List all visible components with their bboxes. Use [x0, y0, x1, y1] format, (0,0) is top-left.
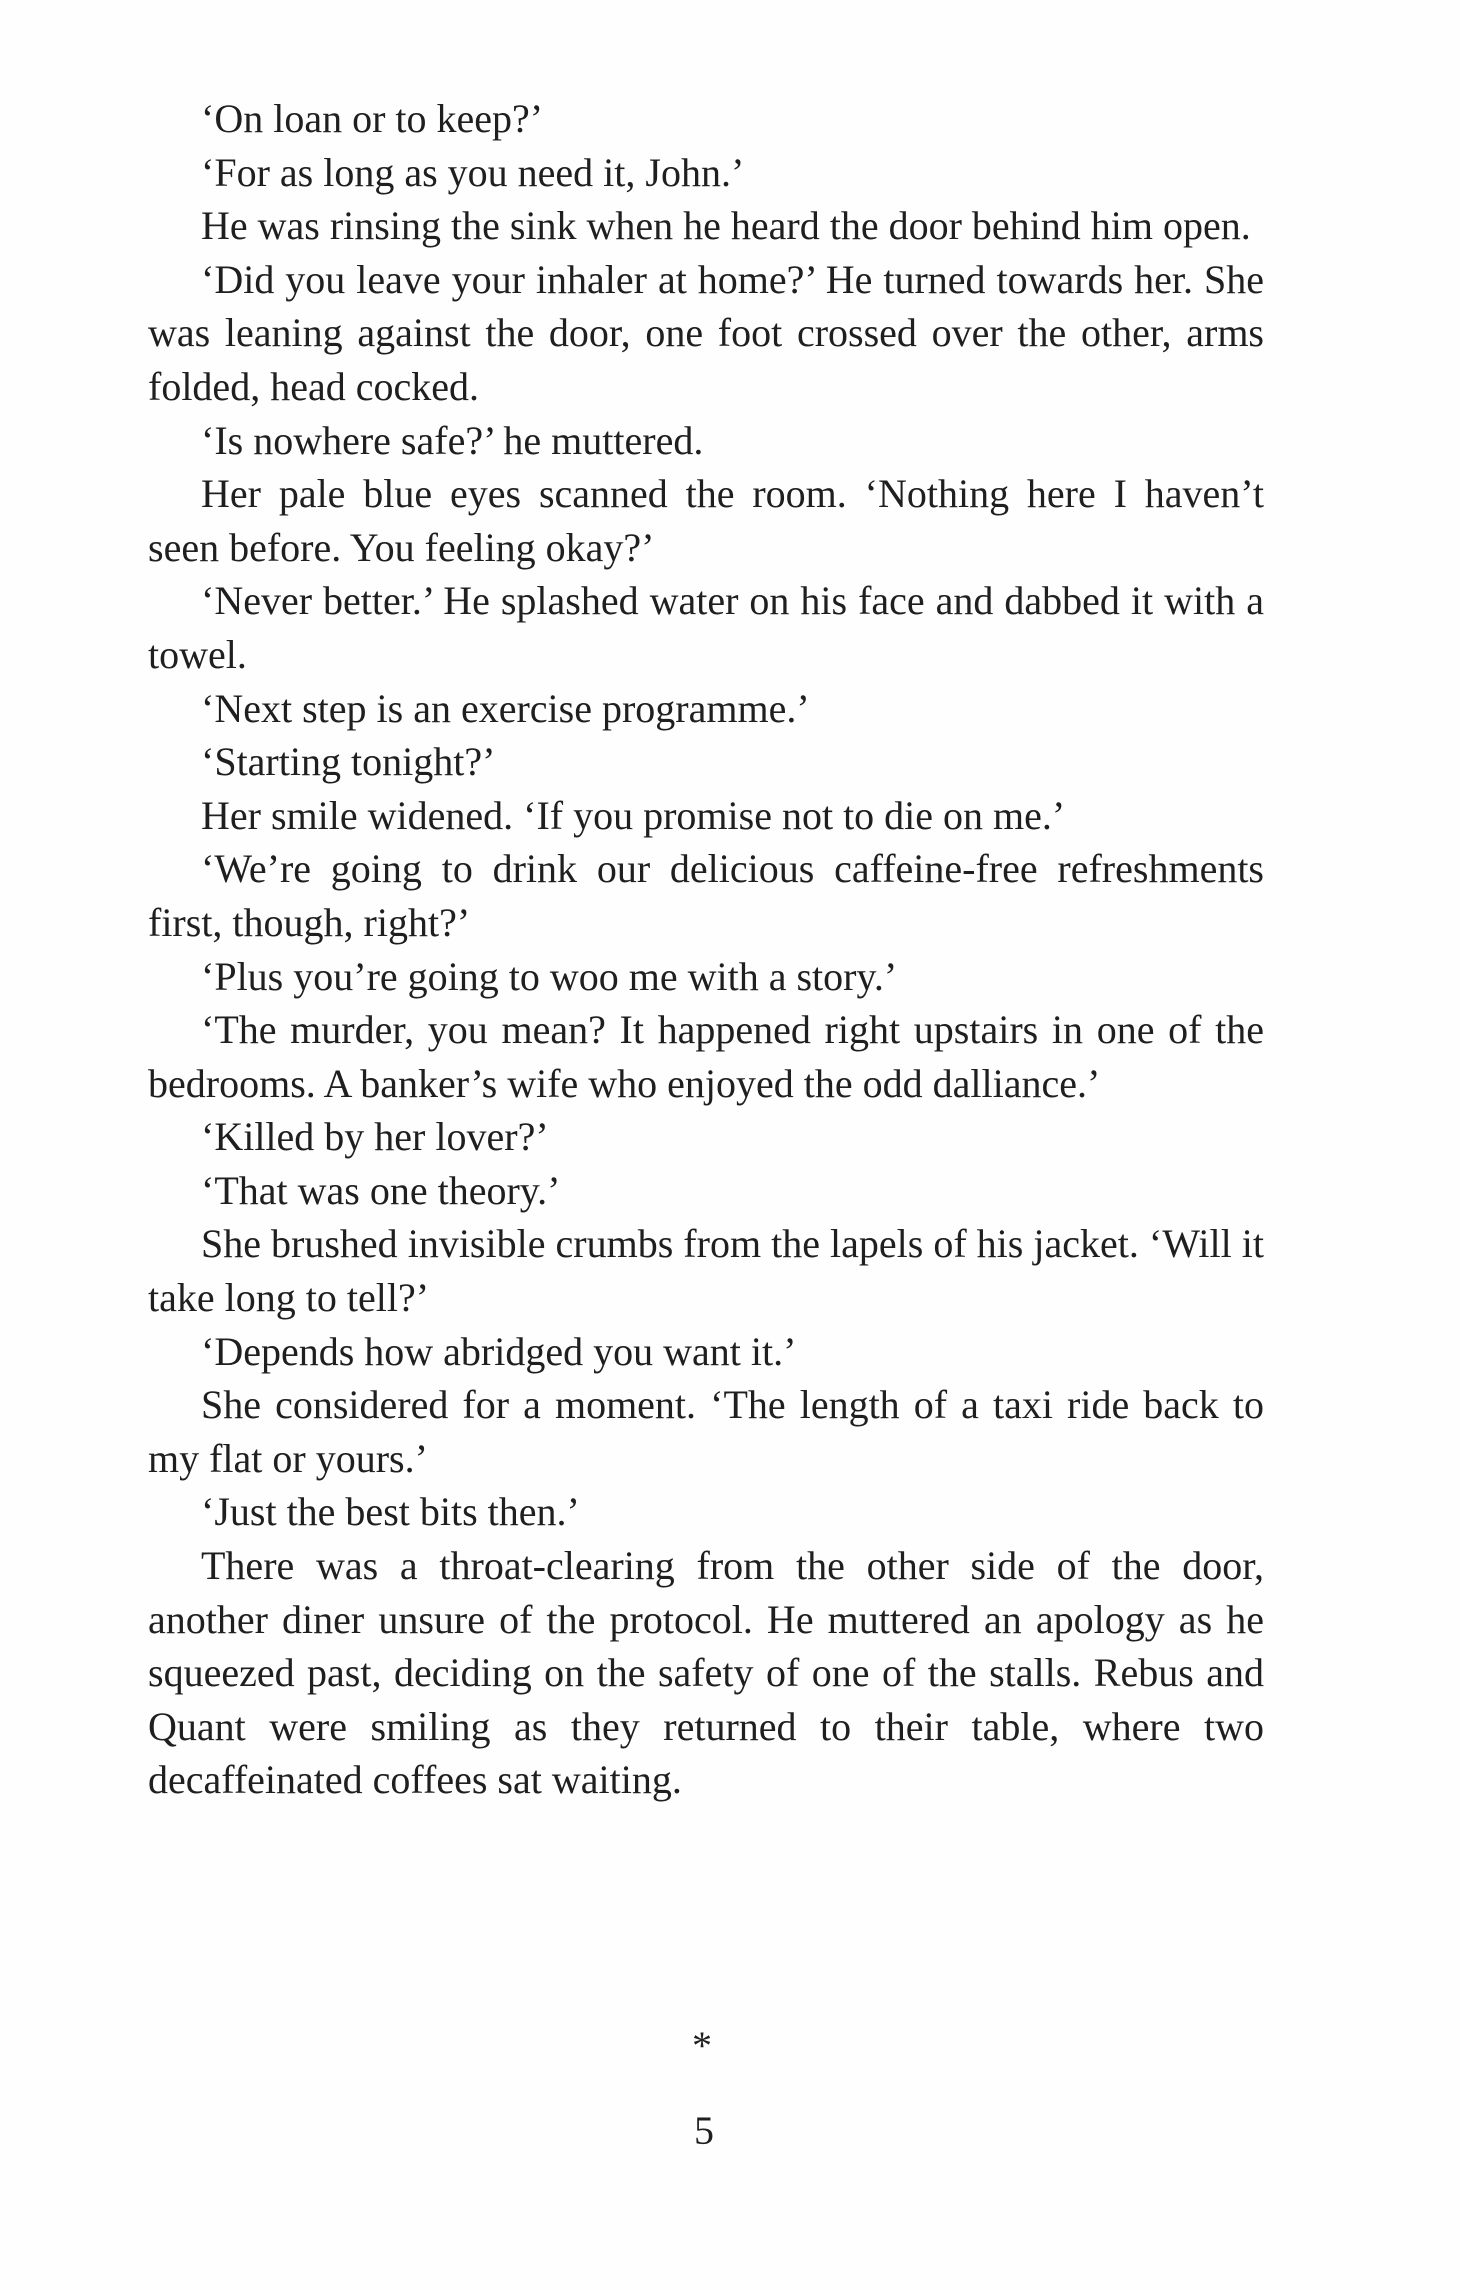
paragraph: ‘Did you leave your inhaler at home?’ He turned towards her. She was leaning against the door, one foot crossed over the other, arms folded, head cocked.: [148, 256, 1264, 409]
paragraph: ‘Never better.’ He splashed water on his face and dabbed it with a towel.: [148, 578, 1264, 677]
paragraph: ‘Depends how abridged you want it.’: [201, 1328, 797, 1374]
paragraph: ‘On loan or to keep?’: [201, 96, 544, 141]
paragraph: ‘Plus you’re going to woo me with a story.’: [201, 953, 898, 999]
body-text: [148, 92, 1264, 1807]
paragraph: ‘We’re going to drink our delicious caffeine-free refreshments first, though, right?’: [148, 846, 1264, 945]
paragraph: ‘For as long as you need it, John.’: [201, 149, 745, 195]
paragraph: ‘Just the best bits then.’: [201, 1489, 580, 1535]
paragraph: ‘Starting tonight?’: [201, 739, 496, 785]
paragraph: ‘Killed by her lover?’: [201, 1114, 549, 1160]
paragraph: She brushed invisible crumbs from the lapels of his jacket. ‘Will it take long to tell?’: [148, 1221, 1264, 1321]
paragraph: She considered for a moment. ‘The length of a taxi ride back to my flat or yours.’: [148, 1382, 1264, 1481]
paragraph: He was rinsing the sink when he heard the door behind him open.: [201, 203, 1251, 249]
paragraph: ‘Is nowhere safe?’ he muttered.: [201, 417, 704, 463]
paragraph: ‘Next step is an exercise programme.’: [201, 685, 810, 731]
paragraph: ‘The murder, you mean? It happened right upstairs in one of the bedrooms. A banker’s wife who enjoyed the odd dalliance.’: [148, 1007, 1264, 1106]
section-separator: [0, 2022, 1460, 2069]
paragraph: Her smile widened. ‘If you promise not to die on me.’: [201, 792, 1066, 838]
page-number: 5: [694, 2108, 714, 2153]
paragraph: Her pale blue eyes scanned the room. ‘Nothing here I haven’t seen before. You feeling okay?’: [148, 471, 1264, 570]
paragraph: ‘That was one theory.’: [201, 1167, 561, 1213]
asterisk-separator: *: [692, 2023, 712, 2068]
paragraph: There was a throat-clearing from the other side of the door, another diner unsure of the protocol. He muttered an apology as he squeezed past, deciding on the safety of one of the stalls. Rebus and Quant were smiling as they returned to their table, where two decaffeinated coffees sat waiting.: [148, 1543, 1264, 1803]
